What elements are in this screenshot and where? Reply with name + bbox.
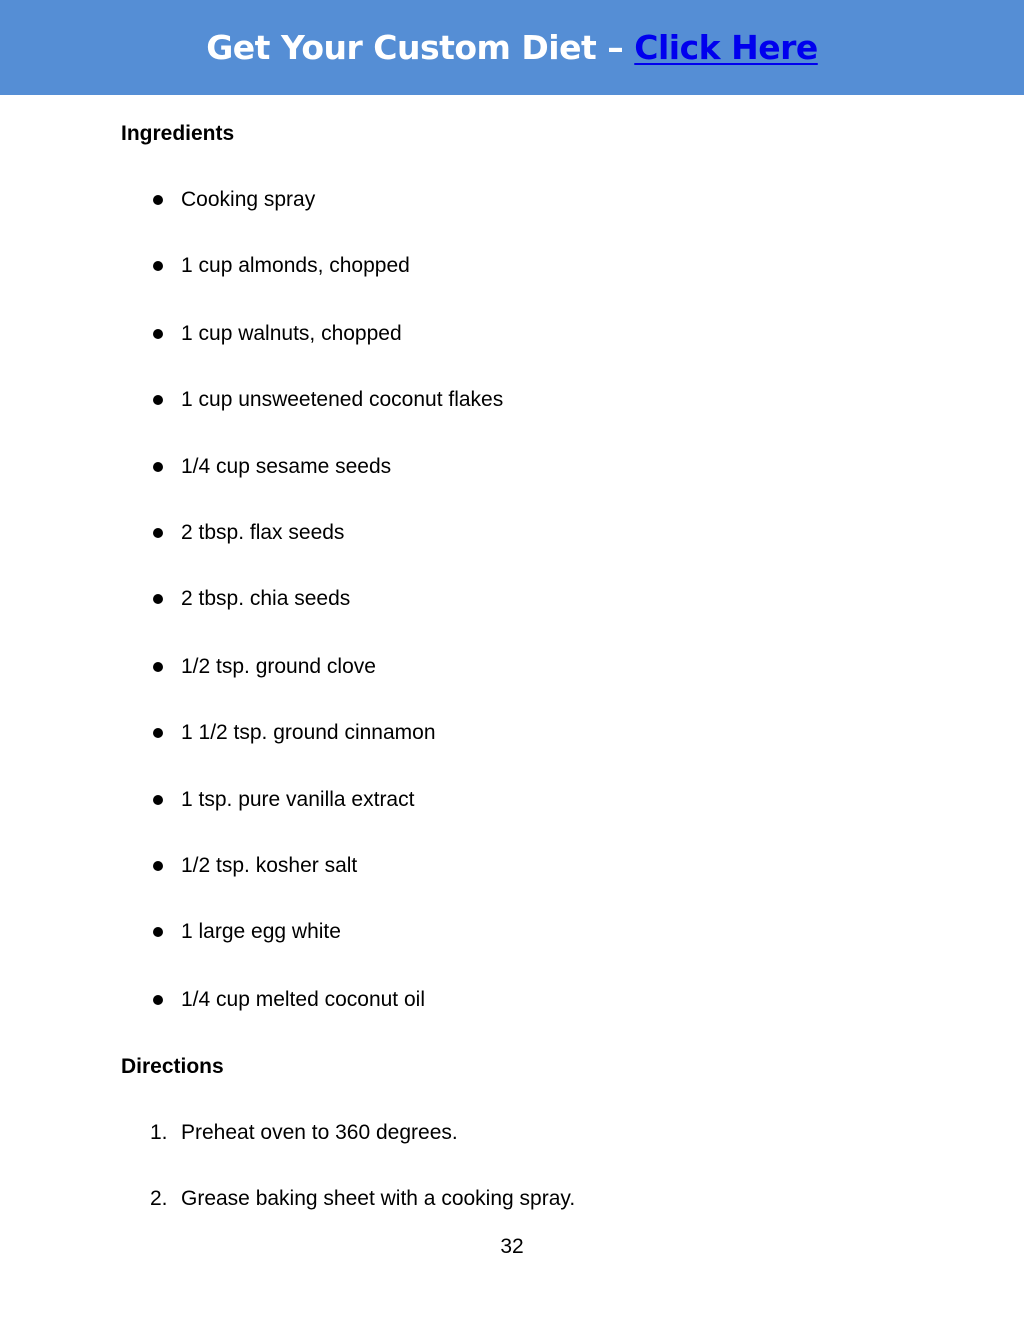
step-text: Grease baking sheet with a cooking spray. (181, 1187, 576, 1210)
ingredient-text: 1 1/2 tsp. ground cinnamon (181, 721, 436, 744)
bullet-icon (153, 594, 163, 604)
list-item (0, 654, 800, 680)
bullet-icon (153, 329, 163, 339)
ingredient-text: 1 cup unsweetened coconut flakes (181, 388, 504, 411)
ingredient-text: 1 cup almonds, chopped (181, 254, 410, 277)
list-item (0, 520, 800, 546)
ingredients-heading: Ingredients (121, 122, 235, 145)
list-item (0, 1120, 800, 1146)
bullet-icon (153, 462, 163, 472)
list-item (0, 253, 800, 279)
banner-text (206, 28, 818, 67)
promo-banner (0, 0, 1024, 95)
directions-heading: Directions (121, 1055, 224, 1078)
ingredient-text: 1/4 cup sesame seeds (181, 455, 392, 478)
list-item (0, 787, 800, 813)
ingredient-text: 1 tsp. pure vanilla extract (181, 788, 415, 811)
step-number: 2. (150, 1187, 168, 1210)
bullet-icon (153, 528, 163, 538)
ingredient-text: 1 large egg white (181, 920, 341, 943)
list-item (0, 919, 800, 945)
list-item (0, 387, 800, 413)
list-item (0, 586, 800, 612)
list-item (0, 187, 800, 213)
list-item (0, 321, 800, 347)
ingredient-text: Cooking spray (181, 188, 316, 211)
bullet-icon (153, 395, 163, 405)
bullet-icon (153, 662, 163, 672)
bullet-icon (153, 728, 163, 738)
ingredient-text: 1/2 tsp. kosher salt (181, 854, 358, 877)
ingredient-text: 2 tbsp. chia seeds (181, 587, 351, 610)
list-item (0, 853, 800, 879)
click-here-link[interactable]: Click Here (634, 28, 818, 67)
ingredient-text: 2 tbsp. flax seeds (181, 521, 345, 544)
ingredient-text: 1/2 tsp. ground clove (181, 655, 376, 678)
step-text: Preheat oven to 360 degrees. (181, 1121, 458, 1144)
step-number: 1. (150, 1121, 168, 1144)
ingredient-text: 1/4 cup melted coconut oil (181, 988, 425, 1011)
bullet-icon (153, 861, 163, 871)
bullet-icon (153, 261, 163, 271)
bullet-icon (153, 995, 163, 1005)
ingredient-text: 1 cup walnuts, chopped (181, 322, 402, 345)
page-number: 32 (500, 1235, 524, 1258)
list-item (0, 1186, 800, 1212)
bullet-icon (153, 927, 163, 937)
list-item (0, 454, 800, 480)
list-item (0, 987, 800, 1013)
bullet-icon (153, 195, 163, 205)
bullet-icon (153, 795, 163, 805)
list-item (0, 720, 800, 746)
banner-label: Get Your Custom Diet – (206, 28, 635, 67)
